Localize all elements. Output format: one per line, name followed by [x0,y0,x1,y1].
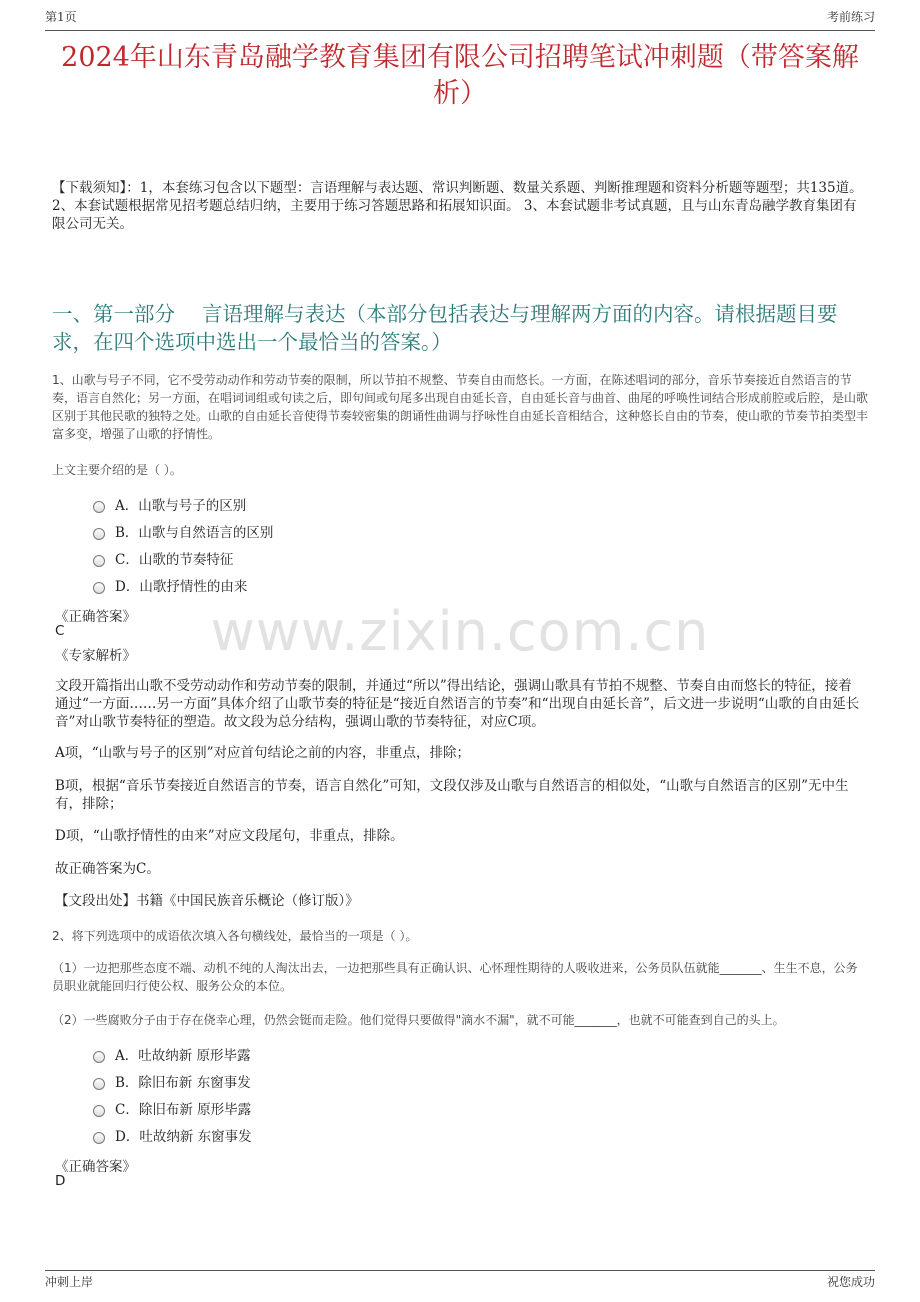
q2-option-a[interactable] [93,1044,251,1064]
option-label: C．除旧布新 原形毕露 [115,1102,252,1118]
q1-option-b[interactable] [93,521,273,541]
option-label: C．山歌的节奏特征 [115,552,234,568]
q1-analysis-d: D项，“山歌抒情性的由来”对应文段尾句，非重点，排除。 [55,828,404,844]
q2-answer-label: 《正确答案》 [55,1159,136,1175]
option-label: B．山歌与自然语言的区别 [115,525,274,541]
q2-option-b[interactable] [93,1071,251,1091]
q1-analysis-a: A项，“山歌与号子的区别”对应首句结论之前的内容，非重点，排除； [55,745,471,761]
document-title: 2024年山东青岛融学教育集团有限公司招聘笔试冲刺题（带答案解析） [61,42,859,109]
header-tag: 考前练习 [826,10,875,24]
option-label: A．山歌与号子的区别 [115,498,247,514]
option-label: D．山歌抒情性的由来 [115,579,248,595]
question-2-sentence-2: （2）一些腐败分子由于存在侥幸心理，仍然会铤而走险。他们觉得只要做得"滴水不漏"，就不可能_______，也就不可能查到自己的头上。 [52,1013,785,1027]
page-number: 第1页 [45,10,77,24]
q1-answer-label: 《正确答案》 [55,609,136,625]
radio-icon[interactable] [93,1078,105,1090]
question-2-sentence-1: （1）一边把那些态度不端、动机不纯的人淘汰出去，一边把那些具有正确认识、心怀理性期待的人吸收进来，公务员队伍就能_______、生生不息，公务员职业就能回归行使公权、服务公众的本位。 [52,961,858,993]
q1-option-c[interactable] [93,548,233,568]
radio-icon[interactable] [93,555,105,567]
q1-analysis-label: 《专家解析》 [55,648,136,664]
footer-right: 祝您成功 [826,1275,875,1289]
q2-option-c[interactable] [93,1098,251,1118]
q2-option-d[interactable] [93,1125,252,1145]
page-footer [45,1270,875,1290]
q1-option-d[interactable] [93,575,247,595]
radio-icon[interactable] [93,1105,105,1117]
radio-icon[interactable] [93,1051,105,1063]
question-1-prompt: 上文主要介绍的是（ ）。 [52,463,182,477]
q1-option-a[interactable] [93,494,246,514]
radio-icon[interactable] [93,501,105,513]
q1-source: 【文段出处】书籍《中国民族音乐概论（修订版）》 [55,893,359,909]
q1-analysis-para: 文段开篇指出山歌不受劳动动作和劳动节奏的限制，并通过“所以”得出结论，强调山歌具有节拍不规整、节奏自由而悠长的特征，接着通过“一方面……另一方面”具体介绍了山歌节奏的特征是“接近自然语言的节奏”和“出现自由延长音”，后文进一步说明“山歌的自由延长音”对山歌节奏特征的塑造。故文段为总分结构，强调山歌的节奏特征，对应C项。 [55,678,860,730]
option-label: A．吐故纳新 原形毕露 [115,1048,251,1064]
download-notice: 【下载须知】：1，本套练习包含以下题型：言语理解与表达题、常识判断题、数量关系题、判断推理题和资料分析题等题型；共135道。 2、本套试题根据常见招考题总结归纳，主要用于练习答题思路和拓展知识面。 3、本套试题非考试真题，且与山东青岛融学教育集团有限公司无关。 [52,180,863,232]
section-heading: 一、第一部分 言语理解与表达（本部分包括表达与理解两方面的内容。请根据题目要求，在四个选项中选出一个最恰当的答案。） [52,302,838,354]
q1-answer: C [55,623,65,639]
footer-left: 冲刺上岸 [45,1275,94,1289]
page-header [45,8,875,31]
option-label: B．除旧布新 东窗事发 [115,1075,251,1091]
q1-analysis-b: B项，根据“音乐节奏接近自然语言的节奏，语言自然化”可知，文段仅涉及山歌与自然语言的相似处，“山歌与自然语言的区别”无中生有，排除； [55,778,849,812]
radio-icon[interactable] [93,1132,105,1144]
option-label: D．吐故纳新 东窗事发 [115,1129,252,1145]
radio-icon[interactable] [93,528,105,540]
q2-answer: D [55,1173,66,1189]
radio-icon[interactable] [93,582,105,594]
question-2-text: 2、将下列选项中的成语依次填入各句横线处，最恰当的一项是（ ）。 [52,929,418,943]
q1-analysis-conclusion: 故正确答案为C。 [55,861,160,877]
question-1-text: 1、山歌与号子不同，它不受劳动动作和劳动节奏的限制，所以节拍不规整、节奏自由而悠长。一方面，在陈述唱词的部分，音乐节奏接近自然语言的节奏，语言自然化；另一方面，在唱词词组或句读之后，即句间或句尾多出现自由延长音，自由延长音与曲首、曲尾的呼唤性词结合形成前腔或后腔，是山歌区别于其他民歌的独特之处。山歌的自由延长音使得节奏较密集的朗诵性曲调与抒咏性自由延长音相结合，这种悠长自由的节奏，使山歌的节奏节拍类型丰富多变，增强了山歌的抒情性。 [52,373,869,441]
watermark: www.zixin.com.cn [210,600,710,663]
